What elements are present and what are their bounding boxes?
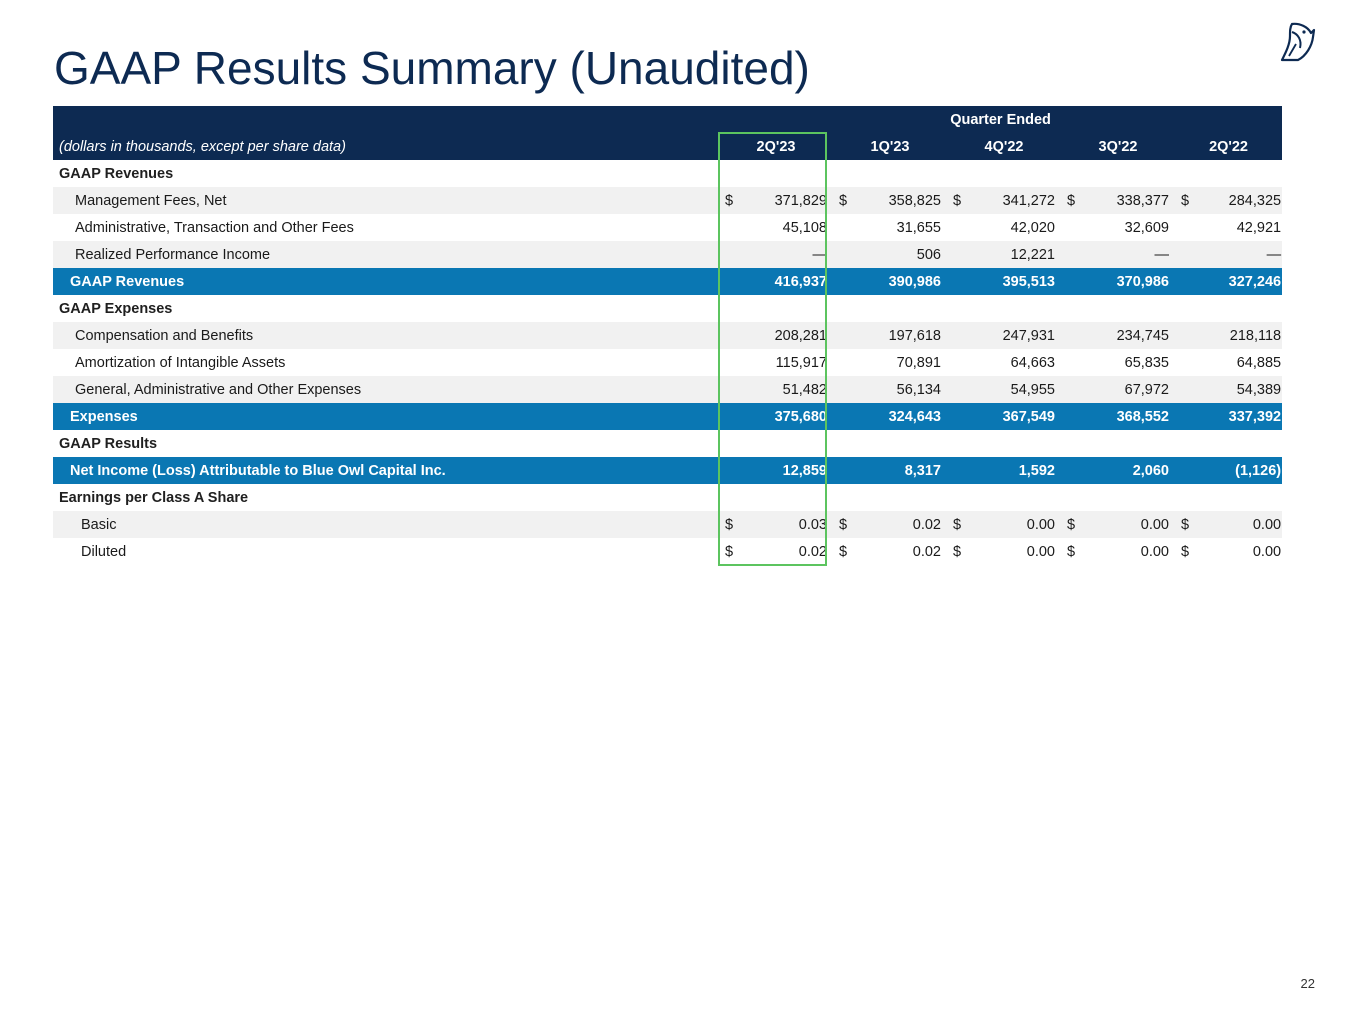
- value-cell: [968, 484, 1061, 511]
- value-cell: [968, 430, 1061, 457]
- currency-cell: [833, 376, 854, 403]
- section-label: Earnings per Class A Share: [59, 489, 249, 506]
- value-cell: [740, 160, 833, 187]
- currency-cell: $: [833, 511, 854, 538]
- value-cell: 115,917: [775, 354, 827, 371]
- units-note: (dollars in thousands, except per share data): [53, 133, 719, 160]
- currency-cell: [1061, 376, 1082, 403]
- currency-cell: [947, 295, 968, 322]
- currency-cell: [833, 214, 854, 241]
- value-cell: 368,552: [1082, 403, 1175, 430]
- value-cell: 51,482: [740, 376, 833, 403]
- value-cell: 375,680: [740, 403, 833, 430]
- row-label: Expenses: [53, 403, 719, 430]
- currency-cell: [719, 295, 740, 322]
- currency-cell: $: [725, 543, 734, 560]
- value-cell: 42,921: [1236, 219, 1282, 236]
- table-row: [53, 349, 1282, 376]
- currency-cell: [833, 322, 854, 349]
- currency-cell: [947, 457, 968, 484]
- table-row: [53, 511, 1282, 538]
- currency-cell: [1175, 430, 1196, 457]
- owl-logo-icon: [1278, 22, 1316, 62]
- table-row: [53, 538, 1282, 565]
- value-cell: [1196, 160, 1282, 187]
- row-label: Basic: [53, 511, 719, 538]
- section-header-row: [53, 160, 1282, 187]
- currency-cell: [1061, 160, 1082, 187]
- section-header-row: [53, 430, 1282, 457]
- currency-cell: $: [1067, 543, 1076, 560]
- value-cell: [1082, 430, 1175, 457]
- currency-cell: [1061, 241, 1082, 268]
- currency-cell: [833, 160, 854, 187]
- currency-cell: [947, 430, 968, 457]
- table-row: [53, 376, 1282, 403]
- row-label: Net Income (Loss) Attributable to Blue Owl Capital Inc.: [53, 457, 719, 484]
- value-cell: [854, 295, 947, 322]
- currency-cell: [833, 349, 854, 376]
- table-row: [53, 214, 1282, 241]
- value-cell: 327,246: [1196, 268, 1282, 295]
- value-cell: 56,134: [854, 376, 947, 403]
- value-cell: 0.00: [968, 511, 1061, 538]
- value-cell: [854, 430, 947, 457]
- value-cell: [740, 295, 833, 322]
- value-cell: [1082, 484, 1175, 511]
- currency-cell: $: [947, 187, 968, 214]
- row-label: Management Fees, Net: [53, 187, 719, 214]
- column-header-3q22: 3Q'22: [1061, 133, 1175, 160]
- value-cell: [1196, 430, 1282, 457]
- currency-cell: [1061, 349, 1082, 376]
- value-cell: 341,272: [968, 187, 1061, 214]
- value-cell: 367,549: [968, 403, 1061, 430]
- currency-cell: [947, 268, 968, 295]
- value-cell: [1082, 295, 1175, 322]
- table-row: [53, 241, 1282, 268]
- currency-cell: $: [947, 511, 968, 538]
- currency-cell: [1175, 322, 1196, 349]
- section-header-row: [53, 484, 1282, 511]
- value-cell: 506: [854, 241, 947, 268]
- value-cell: 31,655: [896, 219, 941, 236]
- value-cell: 247,931: [968, 322, 1061, 349]
- value-cell: [854, 484, 947, 511]
- currency-cell: [719, 403, 740, 430]
- value-cell: 65,835: [1124, 354, 1169, 371]
- value-cell: 70,891: [896, 354, 941, 371]
- value-cell: 54,389: [1196, 376, 1282, 403]
- currency-cell: [833, 430, 854, 457]
- page-title: GAAP Results Summary (Unaudited): [54, 42, 810, 94]
- value-cell: 218,118: [1196, 322, 1282, 349]
- value-cell: —: [1196, 241, 1282, 268]
- currency-cell: [1175, 268, 1196, 295]
- currency-cell: [1175, 403, 1196, 430]
- currency-cell: $: [833, 187, 854, 214]
- value-cell: 0.00: [1026, 543, 1055, 560]
- value-cell: 54,955: [968, 376, 1061, 403]
- value-cell: [854, 160, 947, 187]
- value-cell: —: [740, 241, 833, 268]
- currency-cell: $: [1061, 187, 1082, 214]
- group-header-row: [53, 106, 1282, 133]
- section-label: GAAP Results: [59, 435, 158, 452]
- currency-cell: [1061, 268, 1082, 295]
- currency-cell: [1061, 430, 1082, 457]
- currency-cell: [947, 403, 968, 430]
- value-cell: 234,745: [1082, 322, 1175, 349]
- currency-cell: $: [1175, 511, 1196, 538]
- value-cell: 395,513: [968, 268, 1061, 295]
- row-label: Administrative, Transaction and Other Fees: [75, 219, 354, 236]
- value-cell: [1196, 484, 1282, 511]
- currency-cell: $: [719, 187, 740, 214]
- row-label: Diluted: [81, 543, 127, 560]
- total-row: [53, 403, 1282, 430]
- value-cell: 0.00: [1082, 511, 1175, 538]
- currency-cell: [719, 484, 740, 511]
- quarter-ended-header: Quarter Ended: [719, 106, 1282, 133]
- currency-cell: [1061, 457, 1082, 484]
- value-cell: 32,609: [1124, 219, 1169, 236]
- currency-cell: [1061, 295, 1082, 322]
- currency-cell: [1175, 484, 1196, 511]
- value-cell: [1196, 295, 1282, 322]
- currency-cell: [833, 403, 854, 430]
- currency-cell: [719, 430, 740, 457]
- currency-cell: [947, 214, 968, 241]
- currency-cell: [947, 376, 968, 403]
- value-cell: 0.02: [912, 543, 941, 560]
- value-cell: 371,829: [740, 187, 833, 214]
- currency-cell: [1175, 160, 1196, 187]
- value-cell: 67,972: [1082, 376, 1175, 403]
- row-label: Realized Performance Income: [53, 241, 719, 268]
- value-cell: 1,592: [968, 457, 1061, 484]
- row-label: Compensation and Benefits: [53, 322, 719, 349]
- value-cell: 390,986: [854, 268, 947, 295]
- value-cell: —: [1082, 241, 1175, 268]
- currency-cell: [719, 349, 740, 376]
- currency-cell: [1175, 241, 1196, 268]
- value-cell: [968, 295, 1061, 322]
- value-cell: 338,377: [1082, 187, 1175, 214]
- value-cell: 0.03: [740, 511, 833, 538]
- currency-cell: [719, 322, 740, 349]
- table-row: [53, 322, 1282, 349]
- column-header-1q23: 1Q'23: [833, 133, 947, 160]
- currency-cell: $: [719, 511, 740, 538]
- currency-cell: $: [839, 543, 848, 560]
- currency-cell: [1061, 214, 1082, 241]
- currency-cell: $: [1061, 511, 1082, 538]
- value-cell: [968, 160, 1061, 187]
- value-cell: 45,108: [782, 219, 827, 236]
- currency-cell: [1175, 457, 1196, 484]
- currency-cell: [719, 241, 740, 268]
- column-header-2q23: 2Q'23: [719, 133, 833, 160]
- value-cell: 0.02: [798, 543, 827, 560]
- column-header-4q22: 4Q'22: [947, 133, 1061, 160]
- total-row: [53, 268, 1282, 295]
- currency-cell: [947, 349, 968, 376]
- value-cell: 208,281: [740, 322, 833, 349]
- row-label: General, Administrative and Other Expenses: [53, 376, 719, 403]
- gaap-results-table: [53, 106, 1282, 565]
- value-cell: 0.00: [1196, 511, 1282, 538]
- currency-cell: [1175, 376, 1196, 403]
- currency-cell: [719, 268, 740, 295]
- column-header-2q22: 2Q'22: [1175, 133, 1282, 160]
- currency-cell: [1175, 295, 1196, 322]
- currency-cell: [1061, 484, 1082, 511]
- currency-cell: [719, 160, 740, 187]
- currency-cell: $: [1181, 543, 1190, 560]
- currency-cell: [719, 214, 740, 241]
- value-cell: 2,060: [1082, 457, 1175, 484]
- value-cell: 64,663: [1010, 354, 1055, 371]
- value-cell: 416,937: [740, 268, 833, 295]
- value-cell: 0.00: [1140, 543, 1169, 560]
- table-row: [53, 187, 1282, 214]
- total-row: [53, 457, 1282, 484]
- value-cell: 0.02: [854, 511, 947, 538]
- currency-cell: [833, 457, 854, 484]
- section-label: GAAP Revenues: [59, 165, 174, 182]
- value-cell: 8,317: [854, 457, 947, 484]
- currency-cell: [833, 241, 854, 268]
- currency-cell: $: [953, 543, 962, 560]
- value-cell: [740, 484, 833, 511]
- value-cell: [740, 430, 833, 457]
- value-cell: 64,885: [1236, 354, 1282, 371]
- value-cell: 0.00: [1252, 543, 1282, 560]
- value-cell: 284,325: [1196, 187, 1282, 214]
- currency-cell: [833, 484, 854, 511]
- value-cell: (1,126): [1196, 457, 1282, 484]
- currency-cell: [833, 295, 854, 322]
- section-header-row: [53, 295, 1282, 322]
- column-header-row: [53, 133, 1282, 160]
- currency-cell: [719, 457, 740, 484]
- currency-cell: [1061, 403, 1082, 430]
- value-cell: 197,618: [854, 322, 947, 349]
- value-cell: 337,392: [1196, 403, 1282, 430]
- value-cell: 12,859: [740, 457, 833, 484]
- currency-cell: [947, 322, 968, 349]
- row-label: Amortization of Intangible Assets: [75, 354, 286, 371]
- value-cell: 358,825: [854, 187, 947, 214]
- currency-cell: [947, 160, 968, 187]
- row-label: GAAP Revenues: [53, 268, 719, 295]
- currency-cell: [947, 241, 968, 268]
- currency-cell: [947, 484, 968, 511]
- page-number: 22: [1300, 976, 1315, 991]
- currency-cell: [1175, 349, 1196, 376]
- value-cell: 42,020: [1010, 219, 1055, 236]
- currency-cell: [1175, 214, 1196, 241]
- value-cell: 12,221: [968, 241, 1061, 268]
- currency-cell: $: [1175, 187, 1196, 214]
- currency-cell: [833, 268, 854, 295]
- currency-cell: [1061, 322, 1082, 349]
- value-cell: [1082, 160, 1175, 187]
- value-cell: 324,643: [854, 403, 947, 430]
- currency-cell: [719, 376, 740, 403]
- value-cell: 370,986: [1082, 268, 1175, 295]
- section-label: GAAP Expenses: [59, 300, 173, 317]
